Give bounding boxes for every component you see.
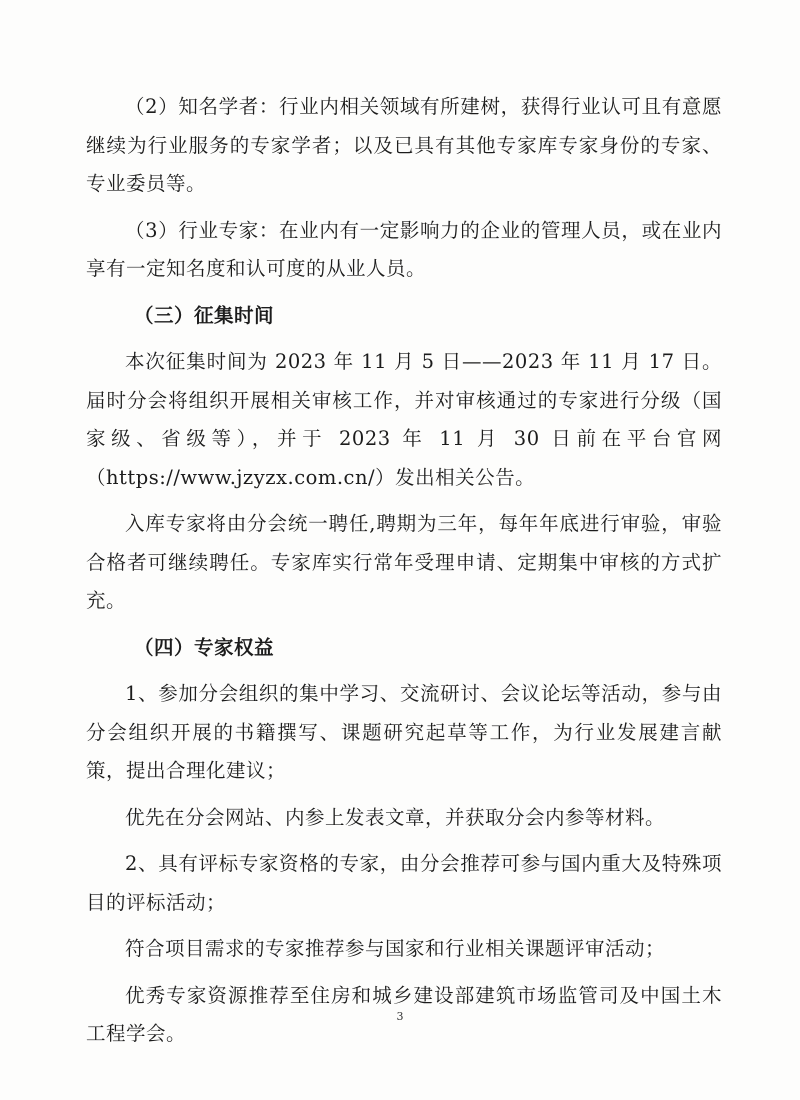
- paragraph-collection-period: 本次征集时间为 2023 年 11 月 5 日——2023 年 11 月 17 日。届时分会将组织开展相关审核工作，并对审核通过的专家进行分级（国家级、省级等），并于 2023 年 11 月 30 日前在平台官网（https://www.jzyzx.com.cn/）发出相关公告。: [86, 350, 722, 489]
- paragraph-industry-experts: （3）行业专家：在业内有一定影响力的企业的管理人员，或在业内享有一定知名度和认可度的从业人员。: [86, 218, 722, 280]
- paragraph-excellent-experts: 优秀专家资源推荐至住房和城乡建设部建筑市场监管司及中国土木工程学会。: [86, 983, 722, 1045]
- paragraph-right-2: 2、具有评标专家资格的专家，由分会推荐可参与国内重大及特殊项目的评标活动；: [86, 852, 722, 914]
- section-heading-expert-rights: （四）专家权益: [134, 635, 275, 659]
- section-heading-collection-time: （三）征集时间: [134, 303, 275, 327]
- paragraph-appointment: 入库专家将由分会统一聘任,聘期为三年，每年年底进行审验，审验合格者可继续聘任。专家库实行常年受理申请、定期集中审核的方式扩充。: [86, 512, 722, 612]
- document-body: [86, 88, 722, 1054]
- page-number: 3: [396, 1010, 404, 1023]
- paragraph-review-recommendation: 符合项目需求的专家推荐参与国家和行业相关课题评审活动；: [125, 937, 666, 960]
- paragraph-right-1: 1、参加分会组织的集中学习、交流研讨、会议论坛等活动，参与由分会组织开展的书籍撰写、课题研究起草等工作，为行业发展建言献策，提出合理化建议；: [86, 682, 722, 782]
- paragraph-famous-scholars: （2）知名学者：行业内相关领域有所建树，获得行业认可且有意愿继续为行业服务的专家学者；以及已具有其他专家库专家身份的专家、专业委员等。: [86, 95, 722, 195]
- paragraph-publish-priority: 优先在分会网站、内参上发表文章，并获取分会内参等材料。: [125, 805, 666, 829]
